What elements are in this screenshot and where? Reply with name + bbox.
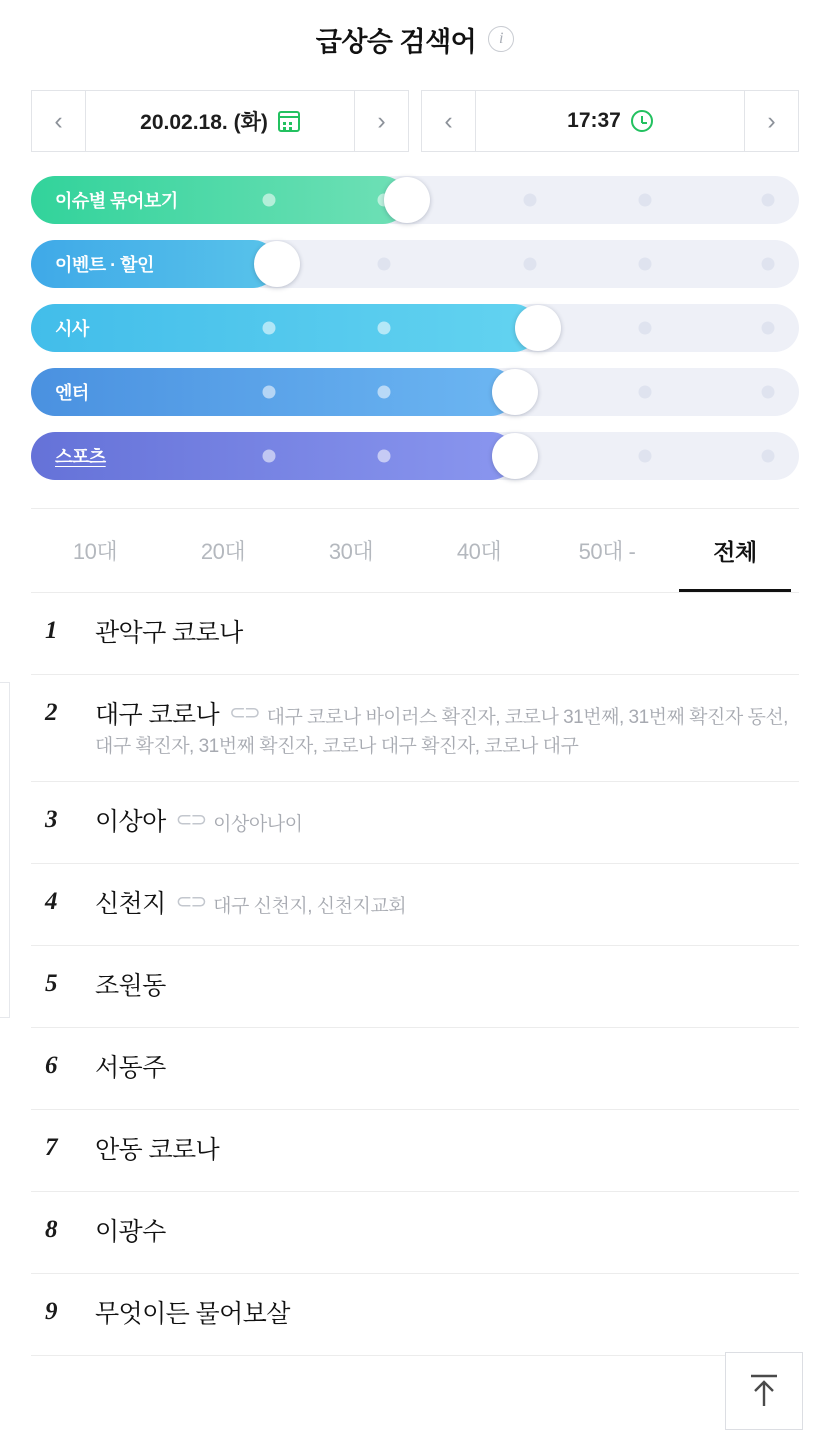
rank-body: [95, 1214, 799, 1250]
tab-age-2[interactable]: 30대: [328, 539, 374, 564]
time-selector[interactable]: [421, 90, 799, 152]
ranking-row[interactable]: [31, 1274, 799, 1356]
time-prev-button[interactable]: ‹: [422, 91, 476, 151]
clock-icon[interactable]: [631, 110, 653, 132]
slider-label: 이슈별 묶어보기: [55, 191, 178, 211]
date-value-container[interactable]: [86, 91, 354, 151]
page-title: 급상승 검색어: [315, 26, 477, 57]
ranking-list: [31, 592, 799, 1356]
slider-knob[interactable]: [384, 177, 430, 223]
rank-body: [95, 615, 799, 651]
rank-body: [95, 1296, 799, 1332]
rank-keyword[interactable]: 이광수: [95, 1217, 166, 1246]
rank-keyword[interactable]: 이상아: [95, 807, 166, 836]
rank-keyword[interactable]: 조원동: [95, 971, 166, 1000]
tab-age-1[interactable]: 20대: [200, 539, 246, 564]
rank-number: 1: [45, 617, 58, 644]
category-slider-0[interactable]: [31, 176, 799, 224]
rank-keyword[interactable]: 안동 코로나: [95, 1135, 220, 1164]
ranking-row[interactable]: [31, 782, 799, 864]
time-value-container[interactable]: [476, 91, 744, 151]
arrow-up-icon: [747, 1372, 781, 1410]
slider-tick-dot: [762, 322, 775, 335]
ranking-row[interactable]: [31, 1110, 799, 1192]
rank-body: [95, 968, 799, 1004]
info-icon[interactable]: i: [488, 26, 514, 52]
date-value: 20.02.18. (화): [140, 111, 268, 134]
age-tab-bar: [31, 508, 799, 592]
rank-number: 7: [45, 1133, 58, 1161]
slider-label: 이벤트 · 할인: [55, 255, 154, 275]
tab-age-4[interactable]: 50대 -: [578, 539, 636, 564]
rank-number: 5: [45, 969, 58, 997]
rank-keyword[interactable]: 무엇이든 물어보살: [95, 1299, 290, 1328]
scroll-to-top-button[interactable]: [725, 1352, 803, 1430]
rank-body: [95, 1132, 799, 1168]
slider-fill: [31, 304, 538, 352]
link-icon: ⊂⊃: [175, 890, 206, 913]
ranking-row[interactable]: [31, 593, 799, 675]
ranking-row[interactable]: [31, 864, 799, 946]
date-next-button[interactable]: ›: [354, 91, 408, 151]
rank-body: [95, 1050, 799, 1086]
page-header: [0, 0, 830, 78]
slider-tick-dot: [762, 386, 775, 399]
slider-knob[interactable]: [492, 433, 538, 479]
slider-label: 스포츠: [55, 447, 106, 467]
slider-fill: [31, 368, 515, 416]
slider-tick-dot: [762, 450, 775, 463]
slider-tick-dot: [639, 258, 652, 271]
tab-age-5[interactable]: 전체: [671, 509, 799, 592]
slider-tick-dot: [378, 258, 391, 271]
rank-number: 3: [45, 805, 58, 833]
date-selector[interactable]: [31, 90, 409, 152]
link-icon: ⊂⊃: [229, 702, 259, 724]
slider-knob[interactable]: [254, 241, 300, 287]
rank-related-keywords[interactable]: 대구 코로나 바이러스 확진자, 코로나 31번째, 31번째 확진자 동선, 대구 확진자, 31번째 확진자, 코로나 대구 확진자, 코로나 대구: [95, 707, 788, 758]
ranking-row[interactable]: [31, 1028, 799, 1110]
slider-tick-dot: [639, 322, 652, 335]
rank-keyword[interactable]: 관악구 코로나: [95, 619, 243, 647]
rank-keyword[interactable]: 대구 코로나: [95, 701, 220, 729]
date-prev-button[interactable]: ‹: [32, 91, 86, 151]
slider-tick-dot: [762, 194, 775, 207]
left-scroll-rail: [0, 682, 10, 1018]
ranking-row[interactable]: [31, 675, 799, 782]
ranking-row[interactable]: [31, 1192, 799, 1274]
calendar-icon[interactable]: [278, 111, 300, 132]
slider-knob[interactable]: [492, 369, 538, 415]
link-icon: ⊂⊃: [175, 808, 206, 831]
category-slider-3[interactable]: [31, 368, 799, 416]
rank-body: [95, 804, 799, 840]
slider-tick-dot: [639, 386, 652, 399]
ranking-row[interactable]: [31, 946, 799, 1028]
rank-number: 8: [45, 1215, 58, 1243]
category-slider-group: [0, 152, 830, 480]
rank-keyword[interactable]: 서동주: [95, 1053, 166, 1082]
rank-body: [95, 886, 799, 922]
tab-age-0[interactable]: 10대: [72, 539, 118, 564]
time-value: 17:37: [567, 109, 621, 132]
slider-tick-dot: [762, 258, 775, 271]
rank-number: 9: [45, 1297, 58, 1325]
slider-tick-dot: [639, 450, 652, 463]
category-slider-4[interactable]: [31, 432, 799, 480]
slider-label: 시사: [55, 319, 89, 339]
slider-knob[interactable]: [515, 305, 561, 351]
rank-related-keywords[interactable]: 이상아나이: [213, 813, 303, 835]
rank-related-keywords[interactable]: 대구 신천지, 신천지교회: [213, 895, 407, 917]
rank-body: [95, 697, 799, 761]
rank-number: 6: [45, 1051, 58, 1079]
tab-age-3[interactable]: 40대: [456, 539, 502, 564]
slider-tick-dot: [524, 194, 537, 207]
slider-tick-dot: [639, 194, 652, 207]
rank-keyword[interactable]: 신천지: [95, 889, 166, 918]
selector-row: [0, 90, 830, 152]
category-slider-1[interactable]: [31, 240, 799, 288]
slider-tick-dot: [524, 258, 537, 271]
rank-number: 4: [45, 887, 58, 915]
rank-number: 2: [45, 699, 58, 726]
slider-label: 엔터: [55, 383, 89, 403]
time-next-button[interactable]: ›: [744, 91, 798, 151]
category-slider-2[interactable]: [31, 304, 799, 352]
